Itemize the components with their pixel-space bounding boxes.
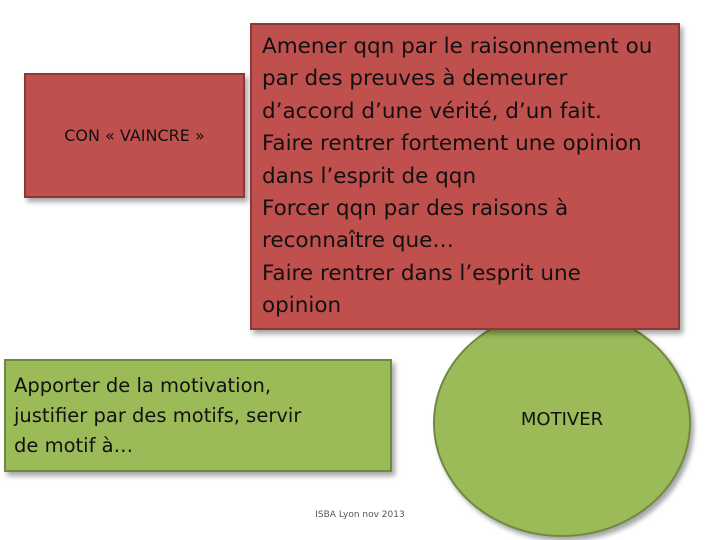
definition-box xyxy=(250,23,680,330)
motivation-line: Apporter de la motivation, xyxy=(14,374,272,397)
definition-line: Amener qqn par le raisonnement ou xyxy=(262,34,653,59)
footer-text: ISBA Lyon nov 2013 xyxy=(315,510,405,520)
definition-line: par des preuves à demeurer xyxy=(262,66,568,92)
motivation-line: de motif à… xyxy=(14,434,134,457)
definition-line: dans l’esprit de qqn xyxy=(262,163,477,189)
motivation-line: justifier par des motifs, servir xyxy=(14,404,302,427)
motivation-box xyxy=(4,359,392,472)
motiver-circle xyxy=(433,309,691,537)
motiver-label: MOTIVER xyxy=(520,408,604,430)
definition-line: Faire rentrer fortement une opinion xyxy=(262,131,642,157)
con-vaincre-label: CON « VAINCRE » xyxy=(64,126,205,145)
definition-line: Forcer qqn par des raisons à xyxy=(262,196,569,222)
con-vaincre-box xyxy=(24,73,245,198)
definition-line: d’accord d’une vérité, d’un fait. xyxy=(262,98,602,124)
definition-line: Faire rentrer dans l’esprit une xyxy=(262,260,581,286)
definition-line: reconnaître que… xyxy=(262,228,454,254)
definition-line: opinion xyxy=(262,293,342,319)
